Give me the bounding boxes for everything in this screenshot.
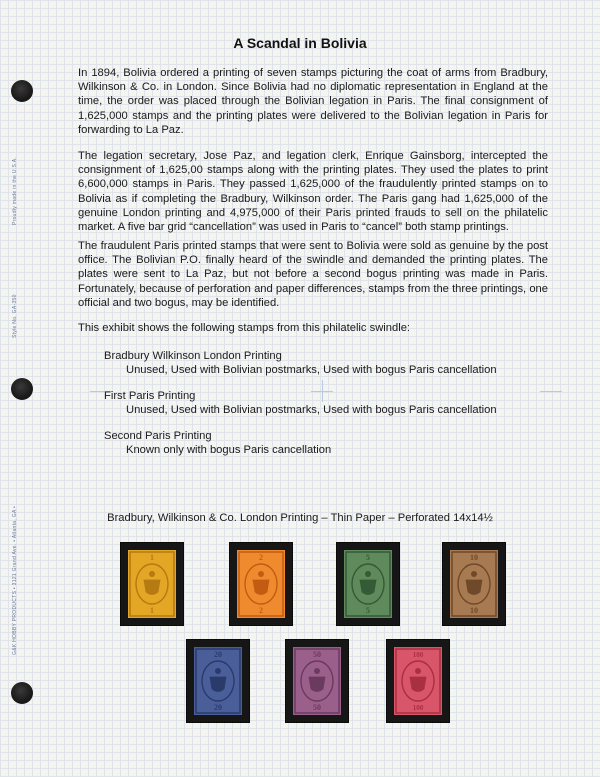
svg-text:5: 5 (366, 553, 370, 562)
coat-of-arms-stamp (394, 647, 442, 715)
svg-text:1: 1 (150, 606, 154, 615)
stamp-50-centavos (286, 640, 348, 722)
svg-text:20: 20 (214, 650, 222, 659)
coat-of-arms-stamp (293, 647, 341, 715)
stamp-row-caption: Bradbury, Wilkinson & Co. London Printing – Thin Paper – Perforated 14x14½ (107, 512, 493, 524)
svg-text:50: 50 (313, 650, 321, 659)
svg-text:10: 10 (470, 606, 478, 615)
coat-of-arms-stamp (344, 550, 392, 618)
made-in-label: Proudly made in the U.S.A. (12, 156, 18, 225)
svg-text:100: 100 (412, 651, 424, 659)
printing-heading: Second Paris Printing (104, 430, 212, 442)
svg-text:5: 5 (366, 606, 370, 615)
printing-detail: Unused, Used with Bolivian postmarks, Used with bogus Paris cancellation (126, 404, 497, 416)
printing-detail: Unused, Used with Bolivian postmarks, Used with bogus Paris cancellation (126, 364, 497, 376)
stamp-2-centavos (230, 543, 292, 625)
svg-text:2: 2 (259, 606, 263, 615)
stamp-100-centavos (387, 640, 449, 722)
coat-of-arms-stamp (128, 550, 176, 618)
stamp-1-centavo (121, 543, 183, 625)
printing-heading: Bradbury Wilkinson London Printing (104, 350, 282, 362)
svg-text:100: 100 (412, 704, 424, 712)
manufacturer-label: G&K HOBBY PRODUCTS • 3121 Grand Ave. • Atlanta, GA • (12, 505, 18, 655)
stamp-10-centavos (443, 543, 505, 625)
paragraph-interception: The legation secretary, Jose Paz, and legation clerk, Enrique Gainsborg, intercepted the consignment of 1,625,00 stamps along with the printing plates. They used the plates to print 6,600,000 stamps in Paris. They passed 1,625,000 of the fraudulently printed stamps on to Bolivia as if completing the Bradbury, Wilkinson order. The Paris gang had 1,625,000 of the genuine London printing and 4,975,000 of their Paris printed frauds to sell on the philatelic market. A five bar grid “cancellation” was used in Paris to “cancel” both stamp printings. (78, 150, 548, 234)
stamp-5-centavos (337, 543, 399, 625)
paragraph-order: In 1894, Bolivia ordered a printing of seven stamps picturing the coat of arms from Bradbury, Wilkinson & Co. in London. Since Bolivia had no diplomatic representation in England at the time, the order was placed through the Bolivian legation in Paris. The final consignment of 1,625,000 stamps and the printing plates were delivered to the Bolivian legation in Paris for forwarding to La Paz. (78, 67, 548, 136)
binder-hole (11, 378, 33, 400)
registration-mark (540, 391, 562, 392)
registration-mark (311, 391, 333, 392)
svg-text:10: 10 (470, 553, 478, 562)
coat-of-arms-stamp (450, 550, 498, 618)
binder-hole (11, 80, 33, 102)
svg-text:2: 2 (259, 553, 263, 562)
printing-heading: First Paris Printing (104, 390, 196, 402)
svg-text:1: 1 (150, 553, 154, 562)
exhibit-intro: This exhibit shows the following stamps from this philatelic swindle: (78, 322, 411, 334)
paragraph-discovery: The fraudulent Paris printed stamps that were sent to Bolivia were sold as genuine by the post office. The Bolivian P.O. finally heard of the swindle and demanded the printing plates. The plates were sent to La Paz, but not before a second bogus printing was made in Paris. Fortunately, because of perforation and paper differences, stamps from the three printings, one official and two bogus, may be identified. (78, 240, 548, 309)
style-number-label: Style No. GA-350 (12, 294, 18, 338)
svg-text:20: 20 (214, 703, 222, 712)
printing-detail: Known only with bogus Paris cancellation (126, 444, 332, 456)
binder-hole (11, 682, 33, 704)
coat-of-arms-stamp (194, 647, 242, 715)
coat-of-arms-stamp (237, 550, 285, 618)
page-title: A Scandal in Bolivia (233, 35, 367, 51)
stamp-20-centavos (187, 640, 249, 722)
svg-text:50: 50 (313, 703, 321, 712)
